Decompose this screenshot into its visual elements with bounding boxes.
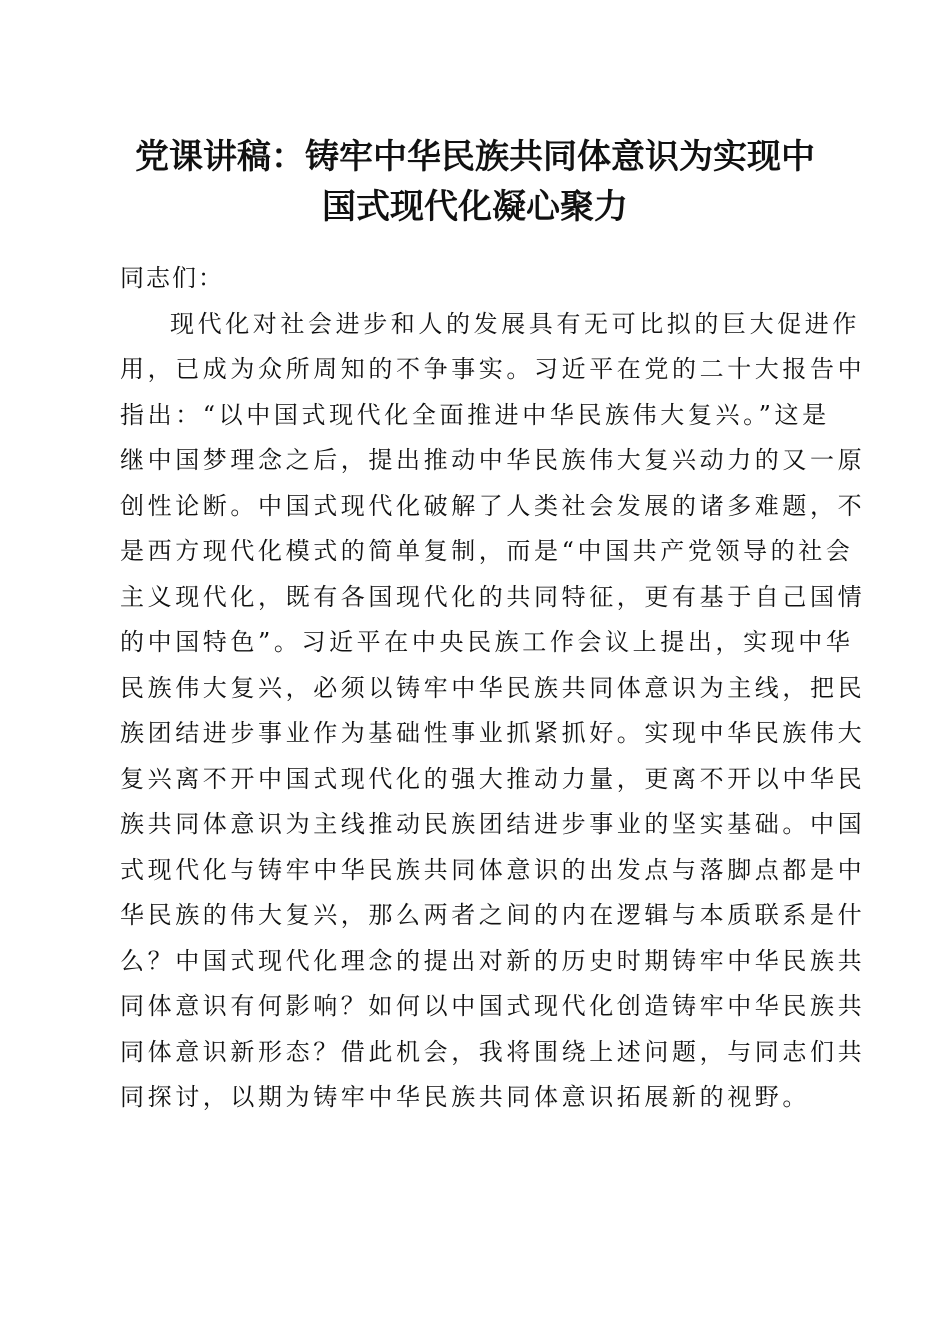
paragraph-line: 指出：“以中国式现代化全面推进中华民族伟大复兴。”这是 [120, 400, 830, 429]
paragraph-line: 同体意识有何影响？如何以中国式现代化创造铸牢中华民族共 [120, 992, 866, 1020]
paragraph-line: 现代化对社会进步和人的发展具有无可比拟的巨大促进作 [170, 309, 860, 338]
paragraph-line: 的中国特色”。习近平在中央民族工作会议上提出，实现中华 [120, 628, 854, 656]
paragraph-line: 是西方现代化模式的简单复制，而是“中国共产党领导的社会 [120, 537, 854, 565]
document-body [120, 256, 866, 1121]
title-line-1: 党课讲稿：铸牢中华民族共同体意识为实现中 [135, 137, 815, 177]
salutation: 同志们： [120, 264, 224, 292]
document-title [100, 132, 850, 232]
paragraph-line: 式现代化与铸牢中华民族共同体意识的出发点与落脚点都是中 [120, 855, 866, 884]
paragraph-line: 族团结进步事业作为基础性事业抓紧抓好。实现中华民族伟大 [120, 719, 866, 747]
body-paragraph [120, 302, 866, 1121]
paragraph-line: 创性论断。中国式现代化破解了人类社会发展的诸多难题，不 [120, 491, 866, 520]
paragraph-line: 民族伟大复兴，必须以铸牢中华民族共同体意识为主线，把民 [120, 673, 866, 702]
paragraph-line: 同探讨，以期为铸牢中华民族共同体意识拓展新的视野。 [120, 1083, 810, 1111]
paragraph-line: 主义现代化，既有各国现代化的共同特征，更有基于自己国情 [120, 582, 866, 611]
paragraph-line: 继中国梦理念之后，提出推动中华民族伟大复兴动力的又一原 [120, 446, 866, 474]
paragraph-line: 用，已成为众所周知的不争事实。习近平在党的二十大报告中 [120, 355, 866, 383]
paragraph-line: 复兴离不开中国式现代化的强大推动力量，更离不开以中华民 [120, 764, 866, 793]
paragraph-line: 华民族的伟大复兴，那么两者之间的内在逻辑与本质联系是什 [120, 901, 866, 929]
paragraph-line: 么？中国式现代化理念的提出对新的历史时期铸牢中华民族共 [120, 946, 866, 975]
title-line-2: 国式现代化凝心聚力 [322, 187, 628, 227]
paragraph-line: 族共同体意识为主线推动民族团结进步事业的坚实基础。中国 [120, 810, 866, 838]
paragraph-line: 同体意识新形态？借此机会，我将围绕上述问题，与同志们共 [120, 1037, 866, 1066]
